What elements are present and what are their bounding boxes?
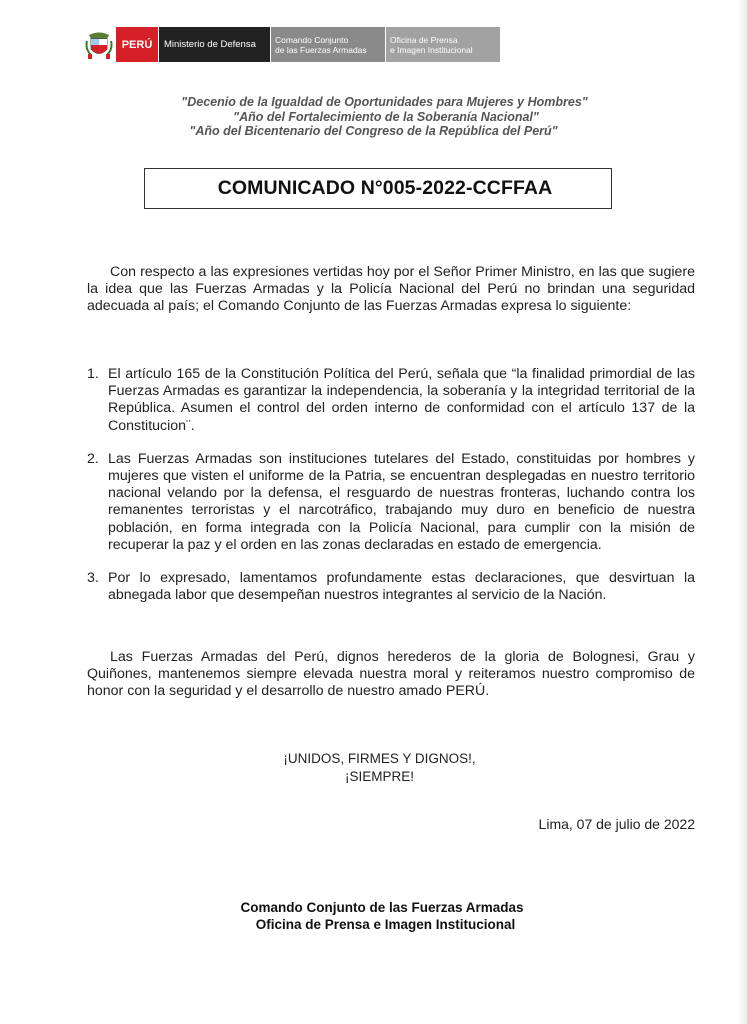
list-item-number: 1. <box>87 366 99 382</box>
comando-line-2: de las Fuerzas Armadas <box>275 44 367 55</box>
list-item <box>87 451 695 554</box>
list-item-number: 2. <box>87 450 99 467</box>
comando-line-1: Comando Conjunto <box>275 34 349 45</box>
list-item <box>87 570 695 604</box>
peru-logo: PERÚ <box>116 27 159 62</box>
slogan-line: ¡SIEMPRE! <box>344 768 414 784</box>
slogan-line: ¡UNIDOS, FIRMES Y DIGNOS!, <box>283 751 476 766</box>
oficina-line-1: Oficina de Prensa <box>390 34 458 45</box>
numbered-list <box>87 366 695 620</box>
coat-of-arms-icon <box>84 27 114 62</box>
signature-block <box>0 899 747 933</box>
motto-line: "Año del Fortalecimiento de la Soberanía Nacional" <box>233 109 539 124</box>
communique-title-box <box>144 168 612 209</box>
intro-paragraph: Con respecto a las expresiones vertidas hoy por el Señor Primer Ministro, en las que sugiere la idea que las Fuerzas Armadas y la Policía Nacional del Perú no brindan una seguridad adecuada al país; el Comando Conjunto de las Fuerzas Armadas expresa lo siguiente: <box>87 264 695 315</box>
slogan <box>0 750 747 785</box>
year-mottos <box>0 95 747 139</box>
communique-title: COMUNICADO N°005-2022-CCFFAA <box>217 177 553 199</box>
list-item-text: Las Fuerzas Armadas son instituciones tutelares del Estado, constituidas por hombres y mujeres que visten el uniforme de la Patria, se encuentran desplegadas en nuestro territorio nacional velando por la defensa, el resguardo de nuestras fronteras, luchando contra los remanentes terroristas y el narcotráfico, trabajando muy duro en beneficio de nuestra población, en forma integrada con la Policía Nacional, para cumplir con la misión de recuperar la paz y el orden en las zonas declaradas en estado de emergencia. <box>108 450 695 553</box>
list-item <box>87 366 695 435</box>
signature-line: Oficina de Prensa e Imagen Institucional <box>255 917 516 932</box>
closing-paragraph: Las Fuerzas Armadas del Perú, dignos herederos de la gloria de Bolognesi, Grau y Quiñones, mantenemos siempre elevada nuestra moral y reiteramos nuestro compromiso de honor con la seguridad y el desarrollo de nuestro amado PERÚ. <box>87 649 695 700</box>
page-edge-shadow <box>737 0 747 1024</box>
list-item-text: El artículo 165 de la Constitución Política del Perú, señala que “la finalidad primordial de las Fuerzas Armadas es garantizar la independencia, la soberanía y la integridad territorial de la República. Asumen el control del orden interno de conformidad con el artículo 137 de la Constitucion¨. <box>108 366 695 434</box>
date-line: Lima, 07 de julio de 2022 <box>538 816 695 832</box>
signature-line: Comando Conjunto de las Fuerzas Armadas <box>240 900 524 915</box>
list-item-number: 3. <box>87 570 99 587</box>
ministry-label: Ministerio de Defensa <box>159 27 271 62</box>
oficina-prensa-label <box>386 27 500 62</box>
institutional-header <box>84 27 500 62</box>
comando-conjunto-label <box>271 27 386 62</box>
motto-line: "Año del Bicentenario del Congreso de la República del Perú" <box>189 124 558 138</box>
list-item-text: Por lo expresado, lamentamos profundamente estas declaraciones, que desvirtuan la abnegada labor que desempeñan nuestros integrantes al servicio de la Nación. <box>108 570 695 604</box>
oficina-line-2: e Imagen Institucional <box>390 44 473 55</box>
motto-line: "Decenio de la Igualdad de Oportunidades para Mujeres y Hombres" <box>181 95 588 109</box>
